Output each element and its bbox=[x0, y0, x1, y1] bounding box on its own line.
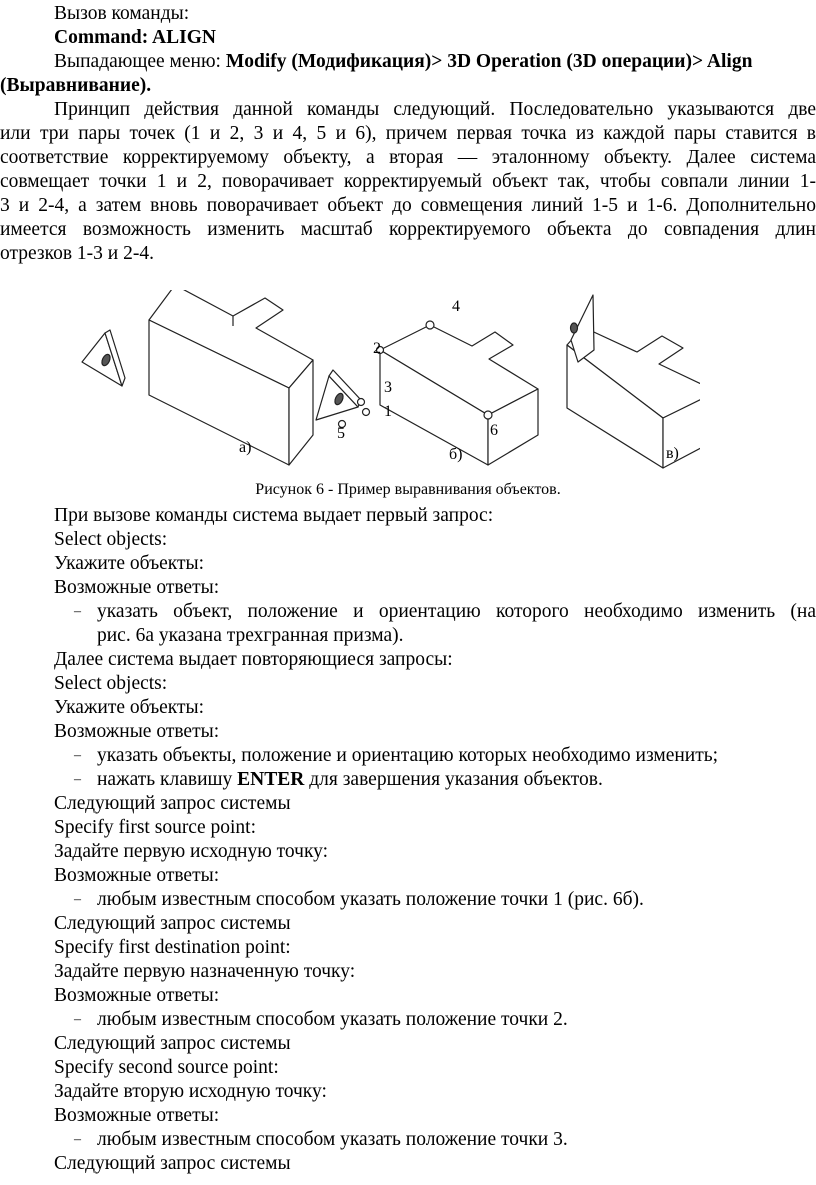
menu-path-continuation: (Выравнивание). bbox=[0, 75, 152, 96]
point-label-3: 3 bbox=[384, 379, 392, 396]
next-request: Следующий запрос системы bbox=[54, 793, 291, 814]
list-dash: – bbox=[74, 604, 81, 619]
answers-label: Возможные ответы: bbox=[54, 577, 220, 598]
target-block-b bbox=[377, 321, 539, 465]
list-dash: – bbox=[74, 892, 81, 907]
point-label-1: 1 bbox=[384, 403, 392, 420]
principle-line: имеется возможность изменить масштаб корректируемого объекта до совпадения длин bbox=[0, 219, 816, 240]
principle-line: отрезков 1-3 и 2-4. bbox=[0, 243, 154, 264]
menu-prefix: Выпадающее меню: bbox=[54, 51, 226, 72]
prompt-en: Specify first destination point: bbox=[54, 937, 291, 958]
prism-b bbox=[316, 370, 370, 428]
answer-item: любым известным способом указать положение точки 3. bbox=[97, 1129, 568, 1150]
prompt-en: Specify first source point: bbox=[54, 817, 256, 838]
point-label-5: 5 bbox=[337, 425, 345, 442]
aligned-block-c bbox=[567, 295, 700, 468]
figure-label-b: б) bbox=[449, 446, 463, 463]
answer-item: любым известным способом указать положение точки 1 (рис. 6б). bbox=[97, 889, 644, 910]
alignment-figure bbox=[80, 290, 700, 470]
answer-item: указать объект, положение и ориентацию которого необходимо изменить (на bbox=[97, 601, 816, 622]
answers-label: Возможные ответы: bbox=[54, 1105, 220, 1126]
answer-item bbox=[97, 768, 816, 792]
prompt-ru: Задайте первую исходную точку: bbox=[54, 841, 329, 862]
principle-line: 3 и 2-4, а затем вновь поворачивает объект до совмещения линий 1-5 и 1-6. Дополнительно bbox=[0, 195, 816, 216]
list-dash: – bbox=[74, 1012, 81, 1027]
prompt-en: Select objects: bbox=[54, 529, 168, 550]
answer-text: нажать клавишу bbox=[97, 769, 238, 790]
prompt-ru: Задайте вторую исходную точку: bbox=[54, 1081, 327, 1102]
answer-item-cont: рис. 6а указана трехгранная призма). bbox=[97, 625, 404, 646]
answers-label: Возможные ответы: bbox=[54, 721, 220, 742]
command-call-label: Вызов команды: bbox=[54, 3, 190, 24]
answer-item: указать объекты, положение и ориентацию которых необходимо изменить; bbox=[97, 745, 719, 766]
answers-label: Возможные ответы: bbox=[54, 985, 220, 1006]
next-request: Следующий запрос системы bbox=[54, 913, 291, 934]
prompt-ru: Укажите объекты: bbox=[54, 697, 205, 718]
list-dash: – bbox=[74, 772, 81, 787]
menu-path: Modify (Модификация)> 3D Operation (3D операции)> Align bbox=[225, 51, 753, 72]
next-request: Следующий запрос системы bbox=[54, 1153, 291, 1174]
enter-key: ENTER bbox=[237, 769, 305, 790]
next-request: Следующий запрос системы bbox=[54, 1033, 291, 1054]
target-block-a bbox=[149, 290, 313, 465]
prompt-ru: Задайте первую назначенную точку: bbox=[54, 961, 356, 982]
list-dash: – bbox=[74, 748, 81, 763]
figure-caption: Рисунок 6 - Пример выравнивания объектов. bbox=[255, 481, 561, 498]
point-label-4: 4 bbox=[452, 298, 460, 315]
figure-label-a: а) bbox=[239, 439, 252, 456]
principle-line: соответствие корректируемому объекту, а вторая — эталонному объекту. Далее система bbox=[0, 147, 816, 168]
request-intro: Далее система выдает повторяющиеся запросы: bbox=[54, 649, 453, 670]
prompt-ru: Укажите объекты: bbox=[54, 553, 205, 574]
prompt-en: Specify second source point: bbox=[54, 1057, 279, 1078]
command-name: Command: ALIGN bbox=[54, 27, 216, 48]
prism-a bbox=[82, 330, 125, 386]
answers-label: Возможные ответы: bbox=[54, 865, 220, 886]
dropdown-menu-line bbox=[54, 50, 816, 74]
figure-label-c: в) bbox=[666, 445, 679, 462]
answer-item: любым известным способом указать положение точки 2. bbox=[97, 1009, 568, 1030]
point-label-2: 2 bbox=[373, 340, 381, 357]
principle-line: или три пары точек (1 и 2, 3 и 4, 5 и 6), причем первая точка из каждой пары ставится в bbox=[0, 123, 816, 144]
answer-text: для завершения указания объектов. bbox=[304, 769, 603, 790]
point-label-6: 6 bbox=[490, 422, 498, 439]
prompt-en: Select objects: bbox=[54, 673, 168, 694]
request-intro: При вызове команды система выдает первый запрос: bbox=[54, 505, 494, 526]
list-dash: – bbox=[74, 1132, 81, 1147]
principle-line: Принцип действия данной команды следующий. Последовательно указываются две bbox=[54, 99, 816, 120]
principle-line: совмещает точки 1 и 2, поворачивает корректируемый объект так, чтобы совпали линии 1- bbox=[0, 171, 816, 192]
